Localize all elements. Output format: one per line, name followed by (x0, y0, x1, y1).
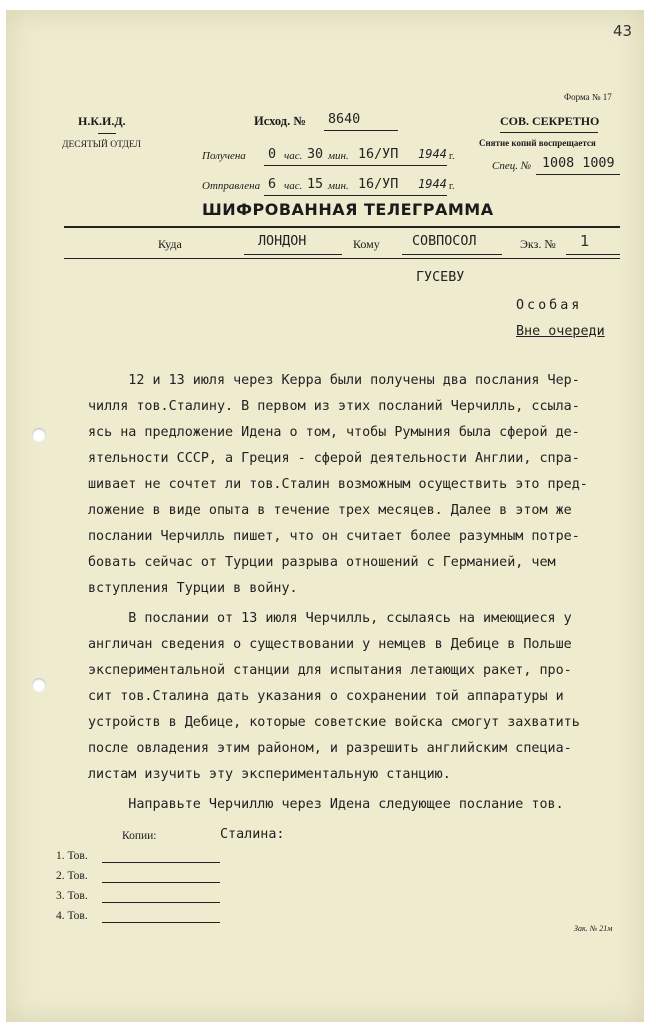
title-rule-top (64, 226, 620, 228)
secrecy-underline (500, 132, 598, 133)
received-hours-label: час. (284, 150, 303, 162)
sent-hours: 6 (268, 177, 277, 192)
copy-blank-4 (102, 922, 220, 923)
copy-line-4: 4. Тов. (56, 910, 88, 922)
sent-year-suffix: г. (449, 181, 455, 192)
copy-blank-2 (102, 882, 220, 883)
copy-blank-1 (102, 862, 220, 863)
where-label: Куда (158, 237, 182, 251)
copy-label: Экз. № (520, 237, 556, 251)
to-value: СОВПОСОЛ (412, 234, 477, 249)
body-line: листам изучить эту экспериментальную станцию. (88, 767, 451, 782)
document-sheet (6, 10, 644, 1022)
body-line: ясь на предложение Идена о том, чтобы Румыния была сферой де- (88, 425, 580, 440)
received-label: Получена (202, 150, 246, 162)
body-line: устройств в Дебице, которые советские войска смогут захватить (88, 715, 580, 730)
spec-number: 1008 1009 (542, 156, 615, 171)
received-underline (264, 165, 447, 166)
org-underline (98, 133, 116, 134)
org-dept: ДЕСЯТЫЙ ОТДЕЛ (62, 140, 141, 150)
document-title: ШИФРОВАННАЯ ТЕЛЕГРАММА (202, 200, 494, 219)
sent-minutes-label: мин. (328, 180, 349, 192)
where-value: ЛОНДОН (258, 234, 307, 249)
copy-blank-3 (102, 902, 220, 903)
received-minutes: 30 (307, 147, 324, 162)
punch-hole-top (32, 428, 46, 442)
to-label: Кому (353, 237, 380, 251)
recipient: ГУСЕВУ (416, 270, 465, 285)
body-line: англичан сведения о существовании у немцев в Дебице в Польше (88, 637, 572, 652)
received-year-suffix: г. (449, 151, 455, 162)
copy-line-1: 1. Тов. (56, 850, 88, 862)
body-line: ятельности СССР, а Греция - сферой деятельности Англии, спра- (88, 451, 580, 466)
secrecy-note: Снятие копий воспрещается (479, 138, 596, 148)
body-line: чилля тов.Сталину. В первом из этих посланий Черчилль, ссыла- (88, 399, 580, 414)
copies-label: Копии: (122, 830, 157, 842)
secrecy-title: СОВ. СЕКРЕТНО (500, 114, 600, 128)
sent-date: 16/УП (358, 177, 399, 192)
received-date: 16/УП (358, 147, 399, 162)
body-line: шивает не сочтет ли тов.Сталин возможным осуществить это пред- (88, 477, 588, 492)
outgoing-number: 8640 (328, 112, 361, 127)
copy-line-3: 3. Тов. (56, 890, 88, 902)
body-line: сит тов.Сталина дать указания о сохранении той аппаратуры и (88, 689, 564, 704)
copy-value: 1 (580, 232, 590, 250)
body-line: ложение в виде опыта в течение трех месяцев. Далее в этом же (88, 503, 572, 518)
body-line: бовать сейчас от Турции разрыва отношений с Германией, чем (88, 555, 556, 570)
body-line: В послании от 13 июля Черчилль, ссылаясь на имеющиеся у (88, 611, 572, 626)
sent-label: Отправлена (202, 180, 261, 192)
copy-line-2: 2. Тов. (56, 870, 88, 882)
copy-underline (566, 254, 620, 255)
punch-hole-bottom (32, 678, 46, 692)
form-label: Форма № 17 (564, 92, 612, 102)
outgoing-underline (324, 130, 398, 131)
body-line: вступления Турции в войну. (88, 581, 298, 596)
body-line: экспериментальной станции для испытания летающих ракет, про- (88, 663, 572, 678)
sent-minutes: 15 (307, 177, 324, 192)
body-line: послании Черчилль пишет, что он считает более разумным потре- (88, 529, 580, 544)
body-line: после овладения этим районом, и разрешить английским специа- (88, 741, 572, 756)
received-hours: 0 (268, 147, 277, 162)
body-line: 12 и 13 июля через Керра были получены два послания Чер- (88, 373, 580, 388)
to-underline (402, 254, 502, 255)
spec-label: Спец. № (492, 160, 532, 172)
sent-underline (264, 195, 447, 196)
received-minutes-label: мин. (328, 150, 349, 162)
org-name: Н.К.И.Д. (78, 114, 126, 128)
order-code: Зак. № 21м (574, 924, 613, 933)
spec-underline (536, 174, 620, 175)
page-number: 43 (613, 22, 633, 40)
closing-line: Сталина: (220, 827, 285, 842)
body-line: Направьте Черчиллю через Идена следующее послание тов. (88, 797, 564, 812)
priority-urgent: Вне очереди (516, 324, 605, 339)
where-underline (244, 254, 342, 255)
sent-hours-label: час. (284, 180, 303, 192)
outgoing-label: Исход. № (254, 114, 306, 128)
received-year: 1944 (418, 147, 447, 161)
address-rule-bottom (64, 258, 620, 259)
priority-special: Особая (516, 298, 583, 313)
sent-year: 1944 (418, 177, 447, 191)
